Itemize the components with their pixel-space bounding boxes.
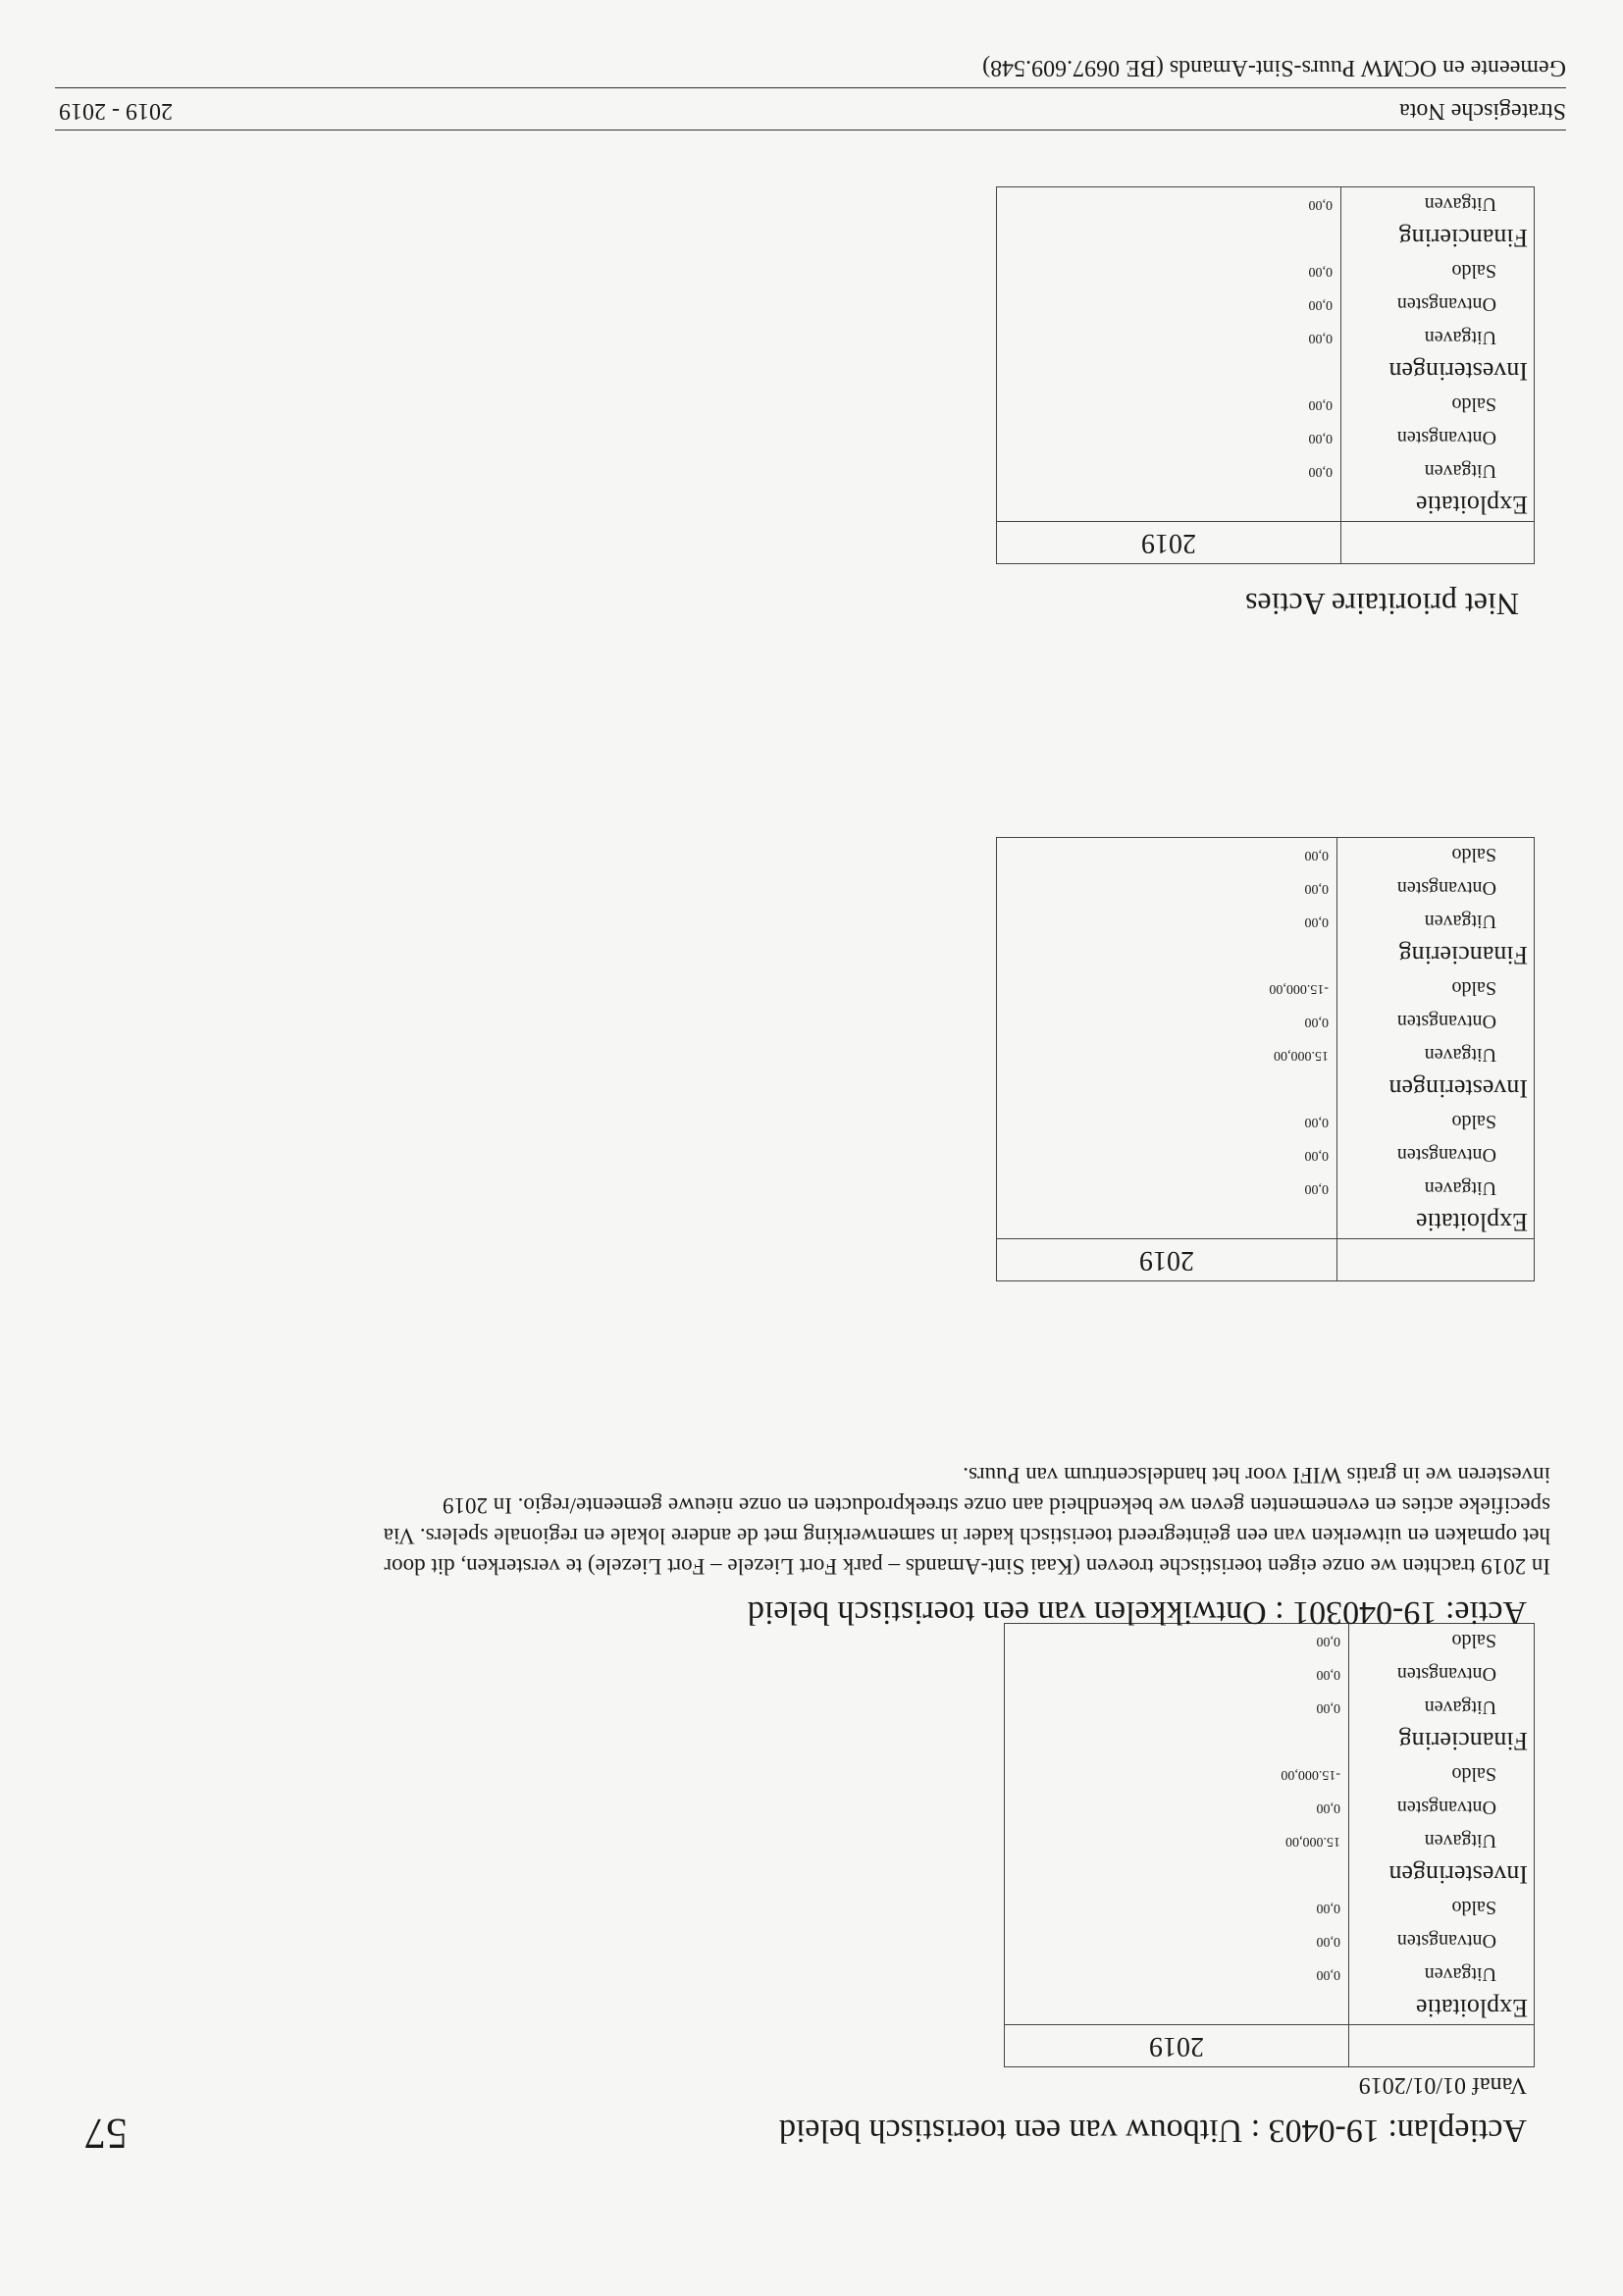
amount-value: 0,00 [1304,1148,1329,1163]
description-line: het opmaken en uitwerken van een geïntegreerd toeristisch kader in samenwerking met de andere lokale en regionale spelers. Via [383,1524,1550,1548]
investeringen-label: Investeringen [1388,357,1528,386]
amount-value: 0,00 [1308,397,1333,412]
amount-value: 0,00 [1316,1800,1340,1815]
amount-value: 0,00 [1304,914,1329,929]
exploitatie-label: Exploitatie [1415,491,1528,519]
ontvangsten-label: Ontvangsten [1396,1011,1496,1032]
ontvangsten-label: Ontvangsten [1396,293,1496,315]
header-divider [55,87,1566,88]
uitgaven-label: Uitgaven [1424,1830,1496,1852]
financiering-label: Financiering [1398,1727,1528,1755]
actieplan-title: Actieplan: 19-0403 : Uitbouw van een toeristisch beleid [779,2113,1527,2149]
amount-value: 0,00 [1316,1967,1340,1982]
header-subtitle: Gemeente en OCMW Puurs-Sint-Amands (BE 0697.609.548) [982,55,1566,80]
saldo-label: Saldo [1451,1111,1496,1132]
uitgaven-label: Uitgaven [1424,1177,1496,1199]
ontvangsten-label: Ontvangsten [1396,1144,1496,1166]
investeringen-label: Investeringen [1388,1074,1528,1103]
year-header: 2019 [997,522,1341,564]
amount-value: 0,00 [1308,264,1333,279]
amount-value: 0,00 [1316,1700,1340,1715]
uitgaven-label: Uitgaven [1424,1044,1496,1066]
uitgaven-label: Uitgaven [1424,1963,1496,1985]
exploitatie-label: Exploitatie [1415,1208,1528,1236]
amount-value: 15.000,00 [1274,1048,1329,1063]
amount-value: 0,00 [1316,1634,1340,1648]
description-line: In 2019 trachten we onze eigen toeristische troeven (Kaai Sint-Amands – park Fort Liezele – Fort Liezele) te versterken, dit door [384,1554,1550,1579]
amount-value: 0,00 [1316,1901,1340,1915]
saldo-label: Saldo [1451,393,1496,415]
ontvangsten-label: Ontvangsten [1396,1930,1496,1952]
year-header: 2019 [997,1239,1337,1281]
saldo-label: Saldo [1451,1763,1496,1785]
amount-value: 0,00 [1308,331,1333,345]
saldo-label: Saldo [1451,260,1496,282]
actie-financial-table [996,837,1535,1281]
header-years: 2019 - 2019 [59,98,173,124]
amount-value: 0,00 [1316,1667,1340,1682]
amount-value: 0,00 [1308,197,1333,212]
amount-value: 0,00 [1304,881,1329,896]
ontvangsten-label: Ontvangsten [1396,427,1496,448]
amount-value: -15.000,00 [1281,1767,1340,1782]
uitgaven-label: Uitgaven [1424,1696,1496,1718]
financiering-label: Financiering [1398,224,1528,252]
ontvangsten-label: Ontvangsten [1396,1797,1496,1818]
amount-value: 0,00 [1308,297,1333,312]
saldo-label: Saldo [1451,977,1496,999]
uitgaven-label: Uitgaven [1424,327,1496,348]
investeringen-label: Investeringen [1388,1860,1528,1889]
uitgaven-label: Uitgaven [1424,911,1496,932]
amount-value: -15.000,00 [1269,981,1329,996]
saldo-label: Saldo [1451,1897,1496,1918]
amount-value: 0,00 [1304,1115,1329,1129]
ontvangsten-label: Ontvangsten [1396,877,1496,899]
amount-value: 0,00 [1304,1015,1329,1029]
niet-prioritair-title: Niet prioritaire Acties [1244,587,1519,622]
amount-value: 0,00 [1304,1181,1329,1196]
uitgaven-label: Uitgaven [1424,460,1496,482]
exploitatie-label: Exploitatie [1415,1994,1528,2022]
ontvangsten-label: Ontvangsten [1396,1663,1496,1685]
amount-value: 0,00 [1308,431,1333,445]
description-line: specifieke acties en evenementen geven we bekendheid aan onze streekproducten en onze nieuwe gemeente/regio. In 2019 [442,1493,1550,1518]
amount-value: 15.000,00 [1285,1834,1340,1849]
actie-title: Actie: 19-040301 : Ontwikkelen van een toeristisch beleid [747,1594,1527,1631]
amount-value: 0,00 [1316,1934,1340,1949]
description-line: investeren we in gratis WIFI voor het handelscentrum van Puurs. [963,1463,1550,1487]
saldo-label: Saldo [1451,1630,1496,1651]
page-number: 57 [84,2110,128,2158]
niet-prioritair-financial-table [996,186,1535,564]
uitgaven-label: Uitgaven [1424,193,1496,215]
amount-value: 0,00 [1308,464,1333,479]
saldo-label: Saldo [1451,844,1496,865]
actieplan-vanaf: Vanaf 01/01/2019 [1358,2072,1527,2098]
actie-description [147,1460,1550,1582]
amount-value: 0,00 [1304,848,1329,862]
header-title: Strategische Nota [1399,98,1566,124]
actieplan-financial-table [1004,1623,1535,2067]
financiering-label: Financiering [1398,941,1528,969]
year-header: 2019 [1005,2025,1349,2067]
